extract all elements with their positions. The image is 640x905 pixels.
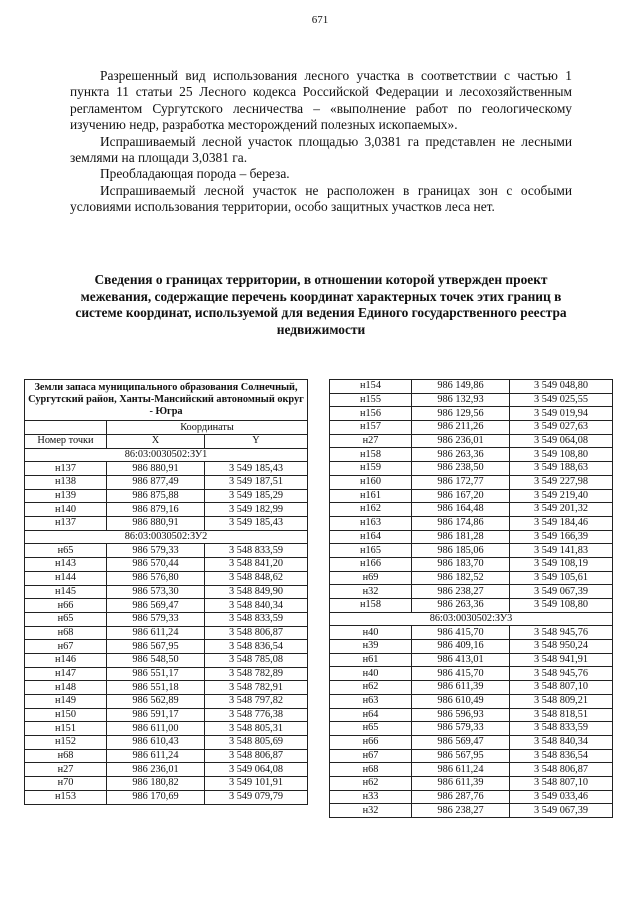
coord-y: 3 549 019,94 [510, 407, 613, 421]
coord-y: 3 549 033,46 [510, 790, 613, 804]
table-row [330, 434, 613, 448]
coord-x: 986 238,27 [412, 585, 510, 599]
table-row [330, 462, 613, 476]
coord-x: 986 610,49 [412, 694, 510, 708]
table-row [330, 585, 613, 599]
table-row [25, 558, 308, 572]
point-number: н162 [330, 503, 412, 517]
point-number: н68 [25, 749, 107, 763]
table-row [330, 626, 613, 640]
coord-y: 3 548 941,91 [510, 653, 613, 667]
table-row [330, 599, 613, 613]
coord-y: 3 549 048,80 [510, 380, 613, 394]
parcel-id: 86:03:0030502:ЗУ2 [25, 530, 308, 544]
point-number: н68 [25, 626, 107, 640]
coord-y: 3 548 950,24 [510, 640, 613, 654]
coord-x: 986 415,70 [412, 667, 510, 681]
point-number: н68 [330, 763, 412, 777]
coord-y: 3 548 785,08 [205, 653, 308, 667]
table-row [330, 749, 613, 763]
coord-y: 3 549 064,08 [205, 763, 308, 777]
point-number: н146 [25, 653, 107, 667]
table-row [330, 503, 613, 517]
point-number: н67 [25, 640, 107, 654]
table-row [330, 530, 613, 544]
table-row [330, 681, 613, 695]
table-row [25, 708, 308, 722]
table-row [330, 776, 613, 790]
coord-y: 3 548 782,89 [205, 667, 308, 681]
coord-y: 3 548 807,10 [510, 776, 613, 790]
table-row [25, 544, 308, 558]
point-number: н166 [330, 557, 412, 571]
point-number: н151 [25, 722, 107, 736]
point-number: н40 [330, 626, 412, 640]
coord-y: 3 548 805,31 [205, 722, 308, 736]
coord-y: 3 549 101,91 [205, 777, 308, 791]
coord-y: 3 549 188,63 [510, 462, 613, 476]
table-row [25, 790, 308, 804]
coord-y: 3 548 849,90 [205, 585, 308, 599]
table-row [330, 489, 613, 503]
point-number: н66 [330, 735, 412, 749]
point-number: н156 [330, 407, 412, 421]
coord-x: 986 573,30 [107, 585, 205, 599]
point-number: н62 [330, 776, 412, 790]
coord-x: 986 238,50 [412, 462, 510, 476]
table-body-left [25, 448, 308, 804]
coord-y: 3 549 108,80 [510, 599, 613, 613]
point-number: н27 [330, 434, 412, 448]
point-number: н140 [25, 503, 107, 517]
table-row [330, 653, 613, 667]
point-number: н160 [330, 475, 412, 489]
coord-y: 3 548 840,34 [510, 735, 613, 749]
coord-y: 3 548 807,10 [510, 681, 613, 695]
coord-x: 986 287,76 [412, 790, 510, 804]
coord-y: 3 549 219,40 [510, 489, 613, 503]
coord-y: 3 548 836,54 [205, 640, 308, 654]
coord-x: 986 576,80 [107, 571, 205, 585]
table-row [330, 475, 613, 489]
table-header-row [25, 421, 308, 435]
table-row [330, 557, 613, 571]
coord-x: 986 611,39 [412, 681, 510, 695]
point-number: н152 [25, 736, 107, 750]
coord-x: 986 579,33 [107, 612, 205, 626]
coord-x: 986 415,70 [412, 626, 510, 640]
coord-x: 986 170,69 [107, 790, 205, 804]
coord-x: 986 129,56 [412, 407, 510, 421]
coord-y: 3 549 227,98 [510, 475, 613, 489]
point-number: н61 [330, 653, 412, 667]
coord-y: 3 549 185,43 [205, 517, 308, 531]
point-number: н147 [25, 667, 107, 681]
point-number: н153 [25, 790, 107, 804]
coord-y: 3 549 079,79 [205, 790, 308, 804]
parcel-row [25, 530, 308, 544]
point-number: н164 [330, 530, 412, 544]
coord-x: 986 591,17 [107, 708, 205, 722]
coord-x: 986 185,06 [412, 544, 510, 558]
coord-x: 986 211,26 [412, 421, 510, 435]
header-y: Y [205, 434, 308, 448]
point-number: н145 [25, 585, 107, 599]
point-number: н62 [330, 681, 412, 695]
point-number: н64 [330, 708, 412, 722]
coord-x: 986 167,20 [412, 489, 510, 503]
coord-y: 3 549 185,43 [205, 462, 308, 476]
coordinates-table-right [329, 379, 613, 818]
coord-x: 986 132,93 [412, 393, 510, 407]
point-number: н138 [25, 476, 107, 490]
table-row [25, 517, 308, 531]
point-number: н159 [330, 462, 412, 476]
point-number: н148 [25, 681, 107, 695]
table-row [330, 448, 613, 462]
table-title: Земли запаса муниципального образования Солнечный, Сургутский район, Ханты-Мансийский автономный округ - Югра [25, 380, 308, 421]
table-row [25, 736, 308, 750]
table-row [330, 735, 613, 749]
point-number: н165 [330, 544, 412, 558]
table-row [330, 393, 613, 407]
point-number: н154 [330, 380, 412, 394]
table-row [25, 695, 308, 709]
coord-y: 3 549 187,51 [205, 476, 308, 490]
table-body-right [330, 380, 613, 818]
coord-y: 3 548 809,21 [510, 694, 613, 708]
coord-x: 986 174,86 [412, 516, 510, 530]
table-row [25, 503, 308, 517]
header-x: X [107, 434, 205, 448]
table-row [25, 585, 308, 599]
table-row [25, 667, 308, 681]
point-number: н163 [330, 516, 412, 530]
table-row [330, 667, 613, 681]
point-number: н32 [330, 585, 412, 599]
coord-y: 3 548 833,59 [205, 544, 308, 558]
point-number: н65 [25, 612, 107, 626]
coord-x: 986 579,33 [107, 544, 205, 558]
coord-y: 3 548 806,87 [205, 626, 308, 640]
point-number: н65 [330, 722, 412, 736]
paragraph-dominant-species: Преобладающая порода – береза. [100, 166, 290, 182]
point-number: н40 [330, 667, 412, 681]
point-number: н143 [25, 558, 107, 572]
point-number: н157 [330, 421, 412, 435]
table-row [25, 626, 308, 640]
table-row [25, 462, 308, 476]
coord-y: 3 548 848,62 [205, 571, 308, 585]
coord-y: 3 548 806,87 [510, 763, 613, 777]
coord-y: 3 549 105,61 [510, 571, 613, 585]
coord-x: 986 596,93 [412, 708, 510, 722]
paragraph-zones: Испрашиваемый лесной участок не расположен в границах зон с особыми условиями использования территории, особо защитных участков леса нет. [70, 182, 572, 215]
point-number: н65 [25, 544, 107, 558]
point-number: н67 [330, 749, 412, 763]
table-row [330, 790, 613, 804]
point-number: н70 [25, 777, 107, 791]
point-number: н161 [330, 489, 412, 503]
table-row [25, 653, 308, 667]
coord-y: 3 548 805,69 [205, 736, 308, 750]
coord-y: 3 548 833,59 [205, 612, 308, 626]
point-number: н32 [330, 804, 412, 818]
coord-x: 986 562,89 [107, 695, 205, 709]
body-text [70, 68, 572, 216]
coord-x: 986 180,82 [107, 777, 205, 791]
coord-x: 986 263,36 [412, 448, 510, 462]
table-row [330, 516, 613, 530]
coord-x: 986 181,28 [412, 530, 510, 544]
coord-x: 986 567,95 [107, 640, 205, 654]
coord-y: 3 549 141,83 [510, 544, 613, 558]
point-number: н139 [25, 489, 107, 503]
coord-x: 986 551,17 [107, 667, 205, 681]
table-row [330, 421, 613, 435]
coord-y: 3 549 166,39 [510, 530, 613, 544]
table-row [330, 763, 613, 777]
paragraph-permitted-use: Разрешенный вид использования лесного участка в соответствии с частью 1 пункта 11 статьи 25 Лесного кодекса Российской Федерации и лесохозяйственным регламентом Сургутского лесничества – «выполнение работ по геологическому изучению недр, разработка месторождений полезных ископаемых». [70, 68, 572, 133]
coord-y: 3 549 108,19 [510, 557, 613, 571]
point-number: н69 [330, 571, 412, 585]
parcel-row [25, 448, 308, 462]
coord-y: 3 548 818,51 [510, 708, 613, 722]
parcel-id: 86:03:0030502:ЗУ1 [25, 448, 308, 462]
coord-x: 986 551,18 [107, 681, 205, 695]
coord-x: 986 413,01 [412, 653, 510, 667]
coord-x: 986 182,52 [412, 571, 510, 585]
coord-x: 986 611,39 [412, 776, 510, 790]
coord-y: 3 548 945,76 [510, 626, 613, 640]
coord-y: 3 549 184,46 [510, 516, 613, 530]
coord-x: 986 579,33 [412, 722, 510, 736]
paragraph-area: Испрашиваемый лесной участок площадью 3,0381 га представлен не лесными землями на площади 3,0381 га. [70, 133, 572, 166]
section-heading: Сведения о границах территории, в отношении которой утвержден проект межевания, содержащие перечень координат характерных точек этих границ в системе координат, используемой для ведения Единого государственного реестра недвижимости [75, 272, 567, 337]
coord-y: 3 549 067,39 [510, 804, 613, 818]
table-row [330, 722, 613, 736]
coord-x: 986 548,50 [107, 653, 205, 667]
coord-x: 986 236,01 [412, 434, 510, 448]
table-row [330, 380, 613, 394]
point-number: н150 [25, 708, 107, 722]
point-number: н158 [330, 599, 412, 613]
table-row [25, 722, 308, 736]
coord-y: 3 548 776,38 [205, 708, 308, 722]
coord-y: 3 548 945,76 [510, 667, 613, 681]
coord-y: 3 548 841,20 [205, 558, 308, 572]
table-row [25, 599, 308, 613]
coord-x: 986 263,36 [412, 599, 510, 613]
table-header-row [25, 434, 308, 448]
coord-x: 986 238,27 [412, 804, 510, 818]
parcel-id: 86:03:0030502:ЗУ3 [330, 612, 613, 626]
coord-y: 3 549 182,99 [205, 503, 308, 517]
coord-y: 3 549 185,29 [205, 489, 308, 503]
coord-x: 986 236,01 [107, 763, 205, 777]
coord-x: 986 880,91 [107, 462, 205, 476]
table-row [330, 571, 613, 585]
coord-y: 3 548 806,87 [205, 749, 308, 763]
table-row [330, 708, 613, 722]
coord-x: 986 409,16 [412, 640, 510, 654]
coord-y: 3 548 840,34 [205, 599, 308, 613]
coord-x: 986 610,43 [107, 736, 205, 750]
table-row [330, 407, 613, 421]
point-number: н66 [25, 599, 107, 613]
coord-x: 986 164,48 [412, 503, 510, 517]
table-row [25, 612, 308, 626]
coord-y: 3 548 797,82 [205, 695, 308, 709]
point-number: н155 [330, 393, 412, 407]
point-number: н39 [330, 640, 412, 654]
point-number: н158 [330, 448, 412, 462]
table-row [25, 640, 308, 654]
table-title-row [25, 380, 308, 421]
point-number: н137 [25, 517, 107, 531]
coordinates-table-left [24, 379, 308, 805]
coord-x: 986 611,00 [107, 722, 205, 736]
coord-y: 3 549 064,08 [510, 434, 613, 448]
table-row [25, 476, 308, 490]
header-coordinates: Координаты [107, 421, 308, 435]
header-blank [25, 421, 107, 435]
coord-x: 986 611,24 [412, 763, 510, 777]
coord-x: 986 875,88 [107, 489, 205, 503]
coord-y: 3 548 782,91 [205, 681, 308, 695]
table-row [25, 777, 308, 791]
coord-x: 986 877,49 [107, 476, 205, 490]
coord-y: 3 548 833,59 [510, 722, 613, 736]
point-number: н33 [330, 790, 412, 804]
point-number: н149 [25, 695, 107, 709]
point-number: н144 [25, 571, 107, 585]
coord-y: 3 548 836,54 [510, 749, 613, 763]
parcel-row [330, 612, 613, 626]
coord-x: 986 183,70 [412, 557, 510, 571]
coord-x: 986 570,44 [107, 558, 205, 572]
coord-x: 986 880,91 [107, 517, 205, 531]
table-row [25, 763, 308, 777]
page-number: 671 [311, 14, 329, 26]
coord-x: 986 149,86 [412, 380, 510, 394]
table-row [25, 681, 308, 695]
coord-y: 3 549 067,39 [510, 585, 613, 599]
point-number: н27 [25, 763, 107, 777]
coord-y: 3 549 025,55 [510, 393, 613, 407]
table-row [330, 640, 613, 654]
table-row [25, 571, 308, 585]
table-row [330, 544, 613, 558]
coord-x: 986 879,16 [107, 503, 205, 517]
coord-x: 986 569,47 [107, 599, 205, 613]
coord-x: 986 567,95 [412, 749, 510, 763]
coord-y: 3 549 201,32 [510, 503, 613, 517]
table-row [25, 749, 308, 763]
table-row [330, 694, 613, 708]
coord-y: 3 549 027,63 [510, 421, 613, 435]
coord-y: 3 549 108,80 [510, 448, 613, 462]
table-row [330, 804, 613, 818]
table-row [25, 489, 308, 503]
point-number: н137 [25, 462, 107, 476]
coord-x: 986 569,47 [412, 735, 510, 749]
coord-x: 986 172,77 [412, 475, 510, 489]
point-number: н63 [330, 694, 412, 708]
coord-x: 986 611,24 [107, 626, 205, 640]
coord-x: 986 611,24 [107, 749, 205, 763]
header-point-number: Номер точки [25, 434, 107, 448]
